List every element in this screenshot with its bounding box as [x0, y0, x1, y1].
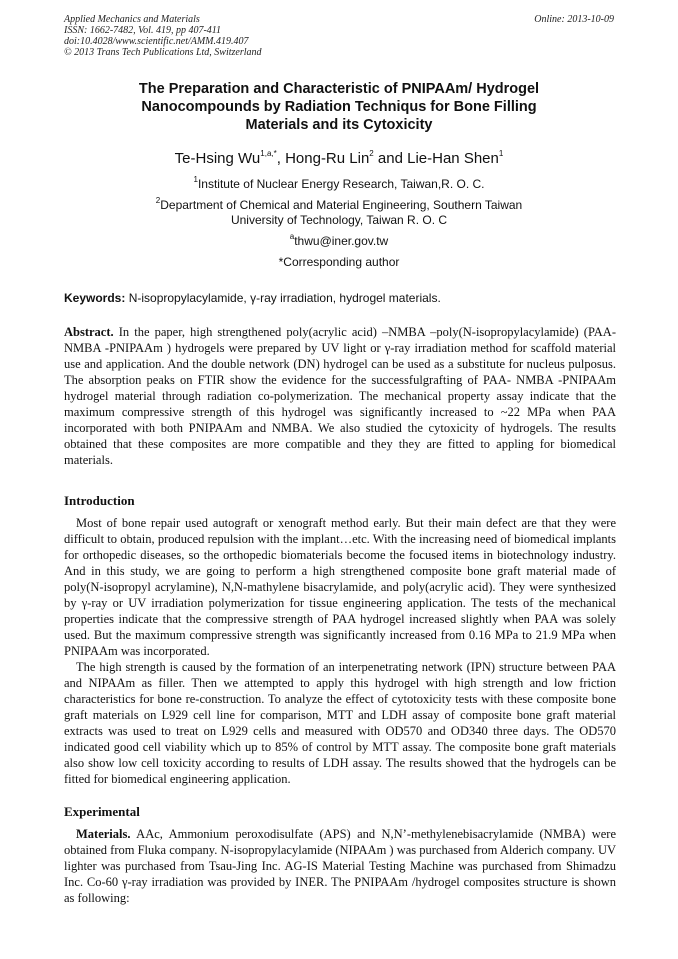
materials-label: Materials.: [76, 827, 131, 841]
affiliation-2-text-line-2: University of Technology, Taiwan R. O. C: [230, 213, 448, 227]
abstract-section: [64, 324, 616, 468]
affiliation-2-mark: 2: [155, 196, 161, 205]
introduction-paragraph-1: Most of bone repair used autograft or xenograft method early. But their main defect are that they were difficult to obtain, produced repulsion with the implant…etc. With the increasing need of biomedical implants for orthopedic diseases, so the orthopedic biomaterials become the focused items in biotechnology industry. And in this study, we are going to perform a high strengthened composite bone graft material made of poly(N-isopropyl acrylamine), N,N-mathylene bisacrylamide, and poly(acrylic acid). They were synthesized by γ-ray or UV irradiation polymerization for tissue engineering application. The tests of the mechanical properties indicate that the compressive strength of PAA hydrogel increased slightly when PAA was solely used. But the maximum compressive strength was significantly increased from 0.16 MPa to 21.9 MPa when PNIPAAm was incorporated.: [64, 516, 616, 658]
keywords-label: Keywords:: [64, 291, 126, 305]
introduction-paragraph-2: The high strength is caused by the formation of an interpenetrating network (IPN) structure between PAA and NIPAAm as filler. Then we attempted to apply this hydrogel with high strength and low friction characteristics for bone re-construction. To analyze the effect of cytotoxicity tests with these composite bone graft materials on L929 cell line for comparison, MTT and LDH assay of composite bone graft material extracts was used to treat on L929 cells and measured with OD570 and OD340 three days. The OD570 indicated good cell viability which up to 85% of control by MTT assay. The composite bone graft materials also show low cell toxicity according to results of LDH assay. The results showed that the hydrogels can be fitted for biomedical engineering application.: [64, 660, 616, 786]
author-email: [60, 234, 618, 249]
introduction-body: [64, 515, 616, 787]
materials-text: AAc, Ammonium peroxodisulfate (APS) and N,N’-methylenebisacrylamide (NMBA) were obtained from Fluka company. N-isopropylacylamide (NIPAAm ) was purchased from Alderich company. UV lighter was purchased from Tsau-Jing Inc. AG-IS Material Testing Machine was purchased from Shimadzu Inc. Co-60 γ-ray irradiation was provided by INER. The PNIPAAm /hydrogel composites structure is shown as following:: [64, 827, 616, 905]
author-3-marks: 1: [498, 149, 504, 158]
abstract-label: Abstract.: [64, 325, 114, 339]
author-2: Hong-Ru Lin: [285, 150, 370, 167]
title-line-2: Nanocompounds by Radiation Techniqus for Bone Filling: [141, 99, 537, 115]
keywords-section: [64, 291, 616, 306]
journal-header: [64, 14, 262, 58]
affiliation-1-mark: 1: [193, 175, 198, 184]
author-2-marks: 2: [369, 149, 374, 158]
author-list: [40, 149, 638, 169]
author-1: Te-Hsing Wu: [174, 150, 261, 167]
affiliation-2: [60, 198, 618, 228]
author-separator: and: [373, 150, 408, 167]
copyright-line: © 2013 Trans Tech Publications Ltd, Switzerland: [64, 47, 262, 58]
experimental-heading: Experimental: [64, 804, 140, 819]
title-line-1: The Preparation and Characteristic of PNIPAAm/ Hydrogel: [138, 81, 540, 97]
introduction-heading: Introduction: [64, 493, 135, 508]
paper-title: [80, 80, 598, 134]
author-3: Lie-Han Shen: [407, 150, 499, 167]
materials-section: [64, 826, 616, 906]
doi-line[interactable]: doi:10.4028/www.scientific.net/AMM.419.407: [64, 36, 249, 47]
affiliation-1: [60, 177, 618, 192]
abstract-text: In the paper, high strengthened poly(acrylic acid) –NMBA –poly(N-isopropylacylamide) (PAA- NMBA -PNIPAAm ) hydrogels were prepared by UV light or γ-ray irradiation method for scaffold material use and application. And the double network (DN) hydrogel can be used as a substitute for nucleus pulposus. The absorption peaks on FTIR show the evidence for the successfulgrafting of PAA- NMBA -PNIPAAm hydrogel material through radiation co-polymerization. The mechanical property assay indicate that the maximum compressive strength of this hydrogel was significantly increased to ~22 MPa when PAA incorporated with both PNIPAAm and NMBA. We also studied the cytoxicity of hydrogels. The results obtained that these composites are more compatible and they they are fitted to appling for biomedical materials.: [64, 325, 616, 467]
author-1-marks: 1,a,*: [260, 149, 277, 158]
email-link[interactable]: thwu@iner.gov.tw: [294, 234, 389, 248]
affiliation-1-text: Institute of Nuclear Energy Research, Taiwan,R. O. C.: [197, 177, 485, 191]
issn-line: ISSN: 1662-7482, Vol. 419, pp 407-411: [64, 25, 222, 36]
keywords-text: N-isopropylacylamide, γ-ray irradiation, hydrogel materials.: [125, 291, 441, 305]
title-line-3: Materials and its Cytoxicity: [245, 117, 433, 133]
corresponding-author-note: *Corresponding author: [278, 255, 400, 269]
online-date: Online: 2013-10-09: [534, 14, 614, 25]
email-mark: a: [289, 232, 295, 241]
author-separator: ,: [276, 150, 286, 167]
journal-name: Applied Mechanics and Materials: [64, 14, 200, 25]
affiliation-2-text-line-1: Department of Chemical and Material Engineering, Southern Taiwan: [160, 198, 523, 212]
